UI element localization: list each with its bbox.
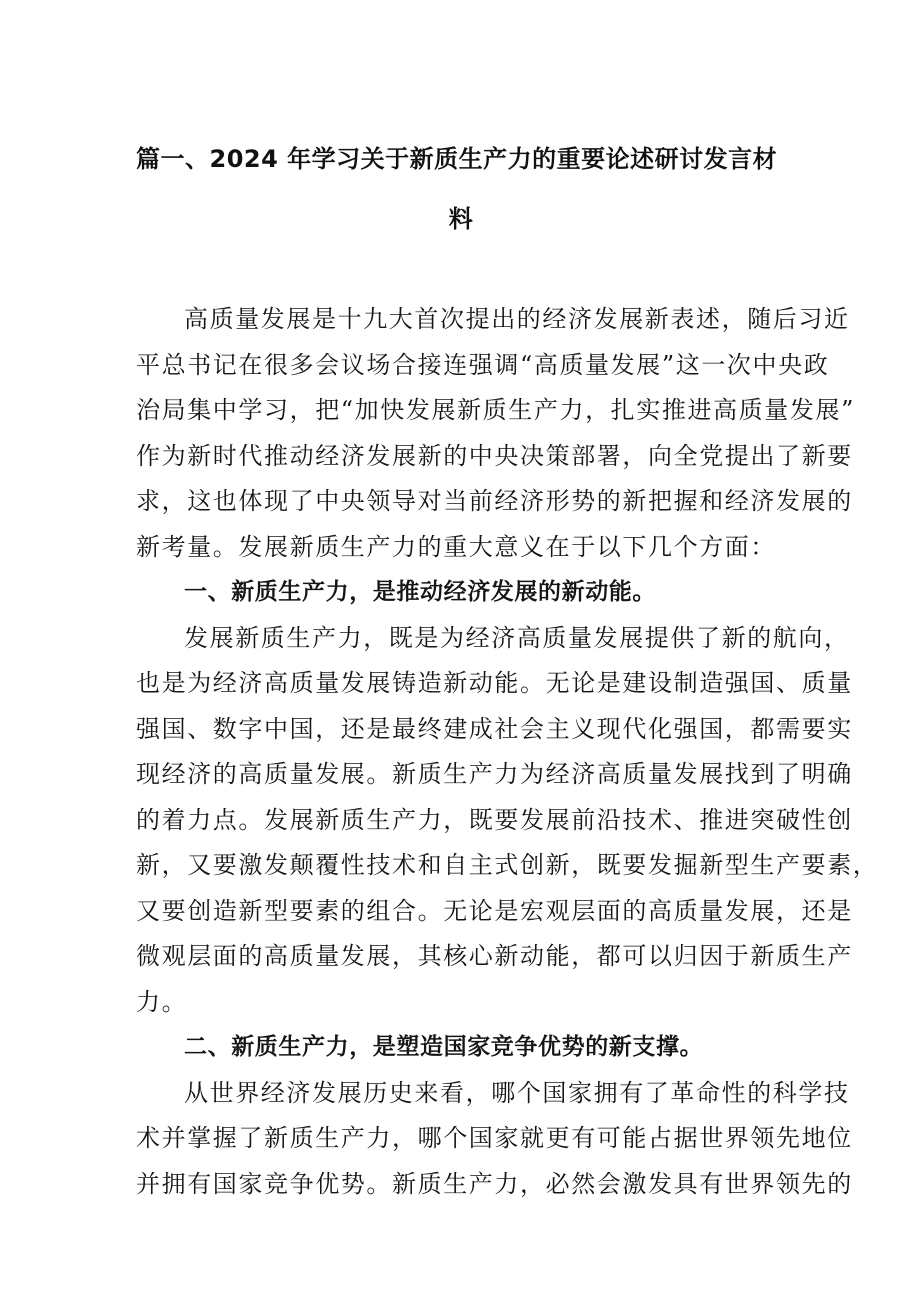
text-line: 求，这也体现了中央领导对当前经济形势的新把握和经济发展的 bbox=[136, 487, 853, 515]
text-line: 新，又要激发颠覆性技术和自主式创新，既要发掘新型生产要素， bbox=[136, 851, 879, 879]
text-line: 平总书记在很多会议场合接连强调“高质量发展”这一次中央政 bbox=[136, 350, 830, 379]
text-line: 现经济的高质量发展。新质生产力为经济高质量发展找到了明确 bbox=[136, 760, 853, 788]
paragraph-section-2 bbox=[136, 1071, 853, 1208]
text-line: 微观层面的高质量发展，其核心新动能，都可以归因于新质生产 bbox=[136, 942, 853, 970]
text-line: 又要创造新型要素的组合。无论是宏观层面的高质量发展，还是 bbox=[136, 896, 853, 925]
text-line: 力。 bbox=[136, 987, 188, 1016]
text-line: 术并掌握了新质生产力，哪个国家就更有可能占据世界领先地位 bbox=[136, 1124, 853, 1152]
text-line: 作为新时代推动经济发展新的中央决策部署，向全党提出了新要 bbox=[136, 441, 853, 470]
text-line: 从世界经济发展历史来看，哪个国家拥有了革命性的科学技 bbox=[184, 1078, 850, 1107]
paragraph-section-1 bbox=[136, 616, 879, 1026]
document-title-line-1: 篇一、2024 年学习关于新质生产力的重要论述研讨发言材 bbox=[136, 145, 778, 173]
text-line: 也是为经济高质量发展铸造新动能。无论是建设制造强国、质量 bbox=[136, 669, 853, 697]
section-heading-1: 一、新质生产力，是推动经济发展的新动能。 bbox=[184, 579, 656, 605]
text-line: 并拥有国家竞争优势。新质生产力，必然会激发具有世界领先的 bbox=[136, 1169, 853, 1198]
paragraph-intro bbox=[136, 297, 855, 570]
text-line: 的着力点。发展新质生产力，既要发展前沿技术、推进突破性创 bbox=[136, 805, 853, 834]
text-line: 治局集中学习，把“加快发展新质生产力，扎实推进高质量发展” bbox=[136, 396, 855, 424]
document-title-line-2: 料 bbox=[448, 205, 474, 233]
text-line: 高质量发展是十九大首次提出的经济发展新表述，随后习近 bbox=[184, 305, 850, 333]
section-heading-2: 二、新质生产力，是塑造国家竞争优势的新支撑。 bbox=[184, 1034, 704, 1060]
document-body bbox=[136, 297, 879, 1207]
text-line: 发展新质生产力，既是为经济高质量发展提供了新的航向， bbox=[184, 623, 850, 652]
text-line: 强国、数字中国，还是最终建成社会主义现代化强国，都需要实 bbox=[136, 714, 853, 743]
text-line: 新考量。发展新质生产力的重大意义在于以下几个方面： bbox=[136, 532, 776, 561]
